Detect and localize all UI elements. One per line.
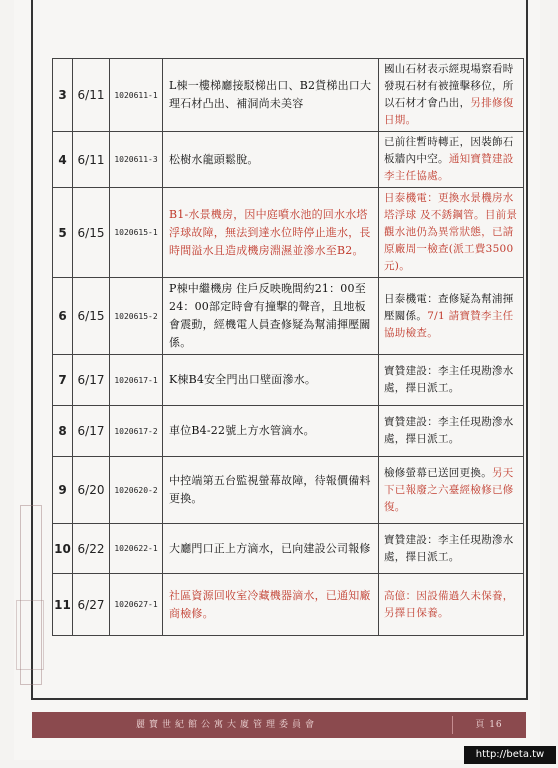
- status-text: 7/1 請寶贊李主任協助檢查。: [384, 309, 514, 339]
- handling-status: [379, 406, 524, 457]
- row-date: 6/15: [73, 188, 110, 278]
- description-text: K棟B4安全門出口壁面滲水。: [169, 373, 317, 386]
- status-text: 檢修螢幕已送回更換。: [384, 466, 492, 479]
- status-text: 通知寶贊建設李主任協處。: [384, 153, 514, 182]
- description-text: B1-水景機房，因中庭噴水池的回水水塔浮球故障，無法到達水位時停止進水，長時間溢水且造成機房淵濕並滲水至B2。: [169, 207, 371, 257]
- handling-status: [379, 59, 524, 132]
- handling-status: [379, 574, 524, 636]
- row-date: 6/15: [73, 278, 110, 355]
- issue-description: [163, 278, 379, 355]
- status-text: 另排修復日期。: [384, 97, 514, 126]
- row-number: 6: [53, 278, 73, 355]
- row-number: 9: [53, 457, 73, 524]
- footer-title: 麗寶世紀館公寓大廈管理委員會: [135, 720, 318, 730]
- description-text: 大廳門口正上方滴水，已向建設公司報修: [169, 541, 371, 555]
- status-text: 已前往暫時轉正，因裝飾石板牆內中空。: [384, 136, 514, 165]
- handling-status: [379, 132, 524, 188]
- status-text: 寶贊建設：李主任現勘滲水處，擇日派工。: [384, 365, 514, 394]
- description-text: P棟中繼機房 住戶反映晚間約21：00至24：00部定時會有撞擊的聲音，且地板會震動，經機電人員查修疑為幫浦揮壓關係。: [169, 282, 371, 349]
- row-code: 1020622-1: [110, 524, 163, 574]
- handling-status: [379, 355, 524, 406]
- description-text: 車位B4-22號上方水管滴水。: [169, 424, 315, 437]
- description-text: 松樹水龍頭鬆脫。: [169, 152, 259, 166]
- row-number: 11: [53, 574, 73, 636]
- row-date: 6/27: [73, 574, 110, 636]
- row-number: 3: [53, 59, 73, 132]
- row-code: 1020617-1: [110, 355, 163, 406]
- status-text: 目前景觀水池仍為異常狀態，已請原廠周一檢查(派工費3500元)。: [384, 209, 518, 272]
- row-code: 1020615-1: [110, 188, 163, 278]
- table-row: [53, 188, 524, 278]
- issue-description: [163, 132, 379, 188]
- status-text: 寶贊建設：李主任現勘滲水處，擇日派工。: [384, 416, 514, 445]
- issue-description: [163, 457, 379, 524]
- row-number: 10: [53, 524, 73, 574]
- issue-description: [163, 188, 379, 278]
- row-code: 1020611-1: [110, 59, 163, 132]
- site-watermark: http://beta.tw: [464, 746, 556, 764]
- status-text: 日泰機電：更換水景機房水塔浮球 及不銹鋼管。: [384, 192, 514, 221]
- row-date: 6/17: [73, 355, 110, 406]
- status-text: 高億：因設備過久未保養，另擇日保養。: [384, 589, 514, 619]
- page-number: 頁 16: [475, 720, 503, 730]
- status-text: 國山石材表示經現場察看時發現石材有被撞擊移位，所以石材才會凸出，: [384, 63, 514, 109]
- seal-stamp-small: [16, 600, 44, 670]
- issue-description: [163, 574, 379, 636]
- table-row: [53, 59, 524, 132]
- issue-description: [163, 524, 379, 574]
- table-row: [53, 355, 524, 406]
- table-row: [53, 574, 524, 636]
- table-row: [53, 278, 524, 355]
- row-code: 1020620-2: [110, 457, 163, 524]
- repair-log-table: [52, 58, 524, 636]
- row-code: 1020627-1: [110, 574, 163, 636]
- handling-status: [379, 457, 524, 524]
- row-code: 1020617-2: [110, 406, 163, 457]
- description-text: L棟一樓梯廳接駁梯出口、B2貨梯出口大理石材凸出、補洞尚未美容: [169, 79, 372, 110]
- issue-description: [163, 406, 379, 457]
- status-text: 日泰機電：查修疑為幫浦揮壓關係。: [384, 292, 514, 322]
- handling-status: [379, 278, 524, 355]
- footer-band: [32, 712, 526, 738]
- row-date: 6/11: [73, 132, 110, 188]
- status-text: 寶贊建設：李主任現勘滲水處，擇日派工。: [384, 533, 514, 563]
- handling-status: [379, 524, 524, 574]
- table-row: [53, 406, 524, 457]
- row-number: 8: [53, 406, 73, 457]
- row-number: 5: [53, 188, 73, 278]
- row-date: 6/17: [73, 406, 110, 457]
- description-text: 中控端第五台監視螢幕故障，待報價備料更換。: [169, 474, 371, 505]
- row-number: 7: [53, 355, 73, 406]
- footer-divider: [452, 716, 453, 734]
- issue-description: [163, 355, 379, 406]
- row-date: 6/11: [73, 59, 110, 132]
- row-date: 6/22: [73, 524, 110, 574]
- handling-status: [379, 188, 524, 278]
- table-row: [53, 524, 524, 574]
- row-code: 1020615-2: [110, 278, 163, 355]
- table-row: [53, 132, 524, 188]
- row-number: 4: [53, 132, 73, 188]
- status-text: 另天下已報廢之六臺經檢修已修復。: [384, 466, 514, 513]
- row-code: 1020611-3: [110, 132, 163, 188]
- description-text: 社區資源回收室冷藏機器滴水，已通知廠商檢修。: [169, 588, 371, 620]
- row-date: 6/20: [73, 457, 110, 524]
- issue-description: [163, 59, 379, 132]
- table-row: [53, 457, 524, 524]
